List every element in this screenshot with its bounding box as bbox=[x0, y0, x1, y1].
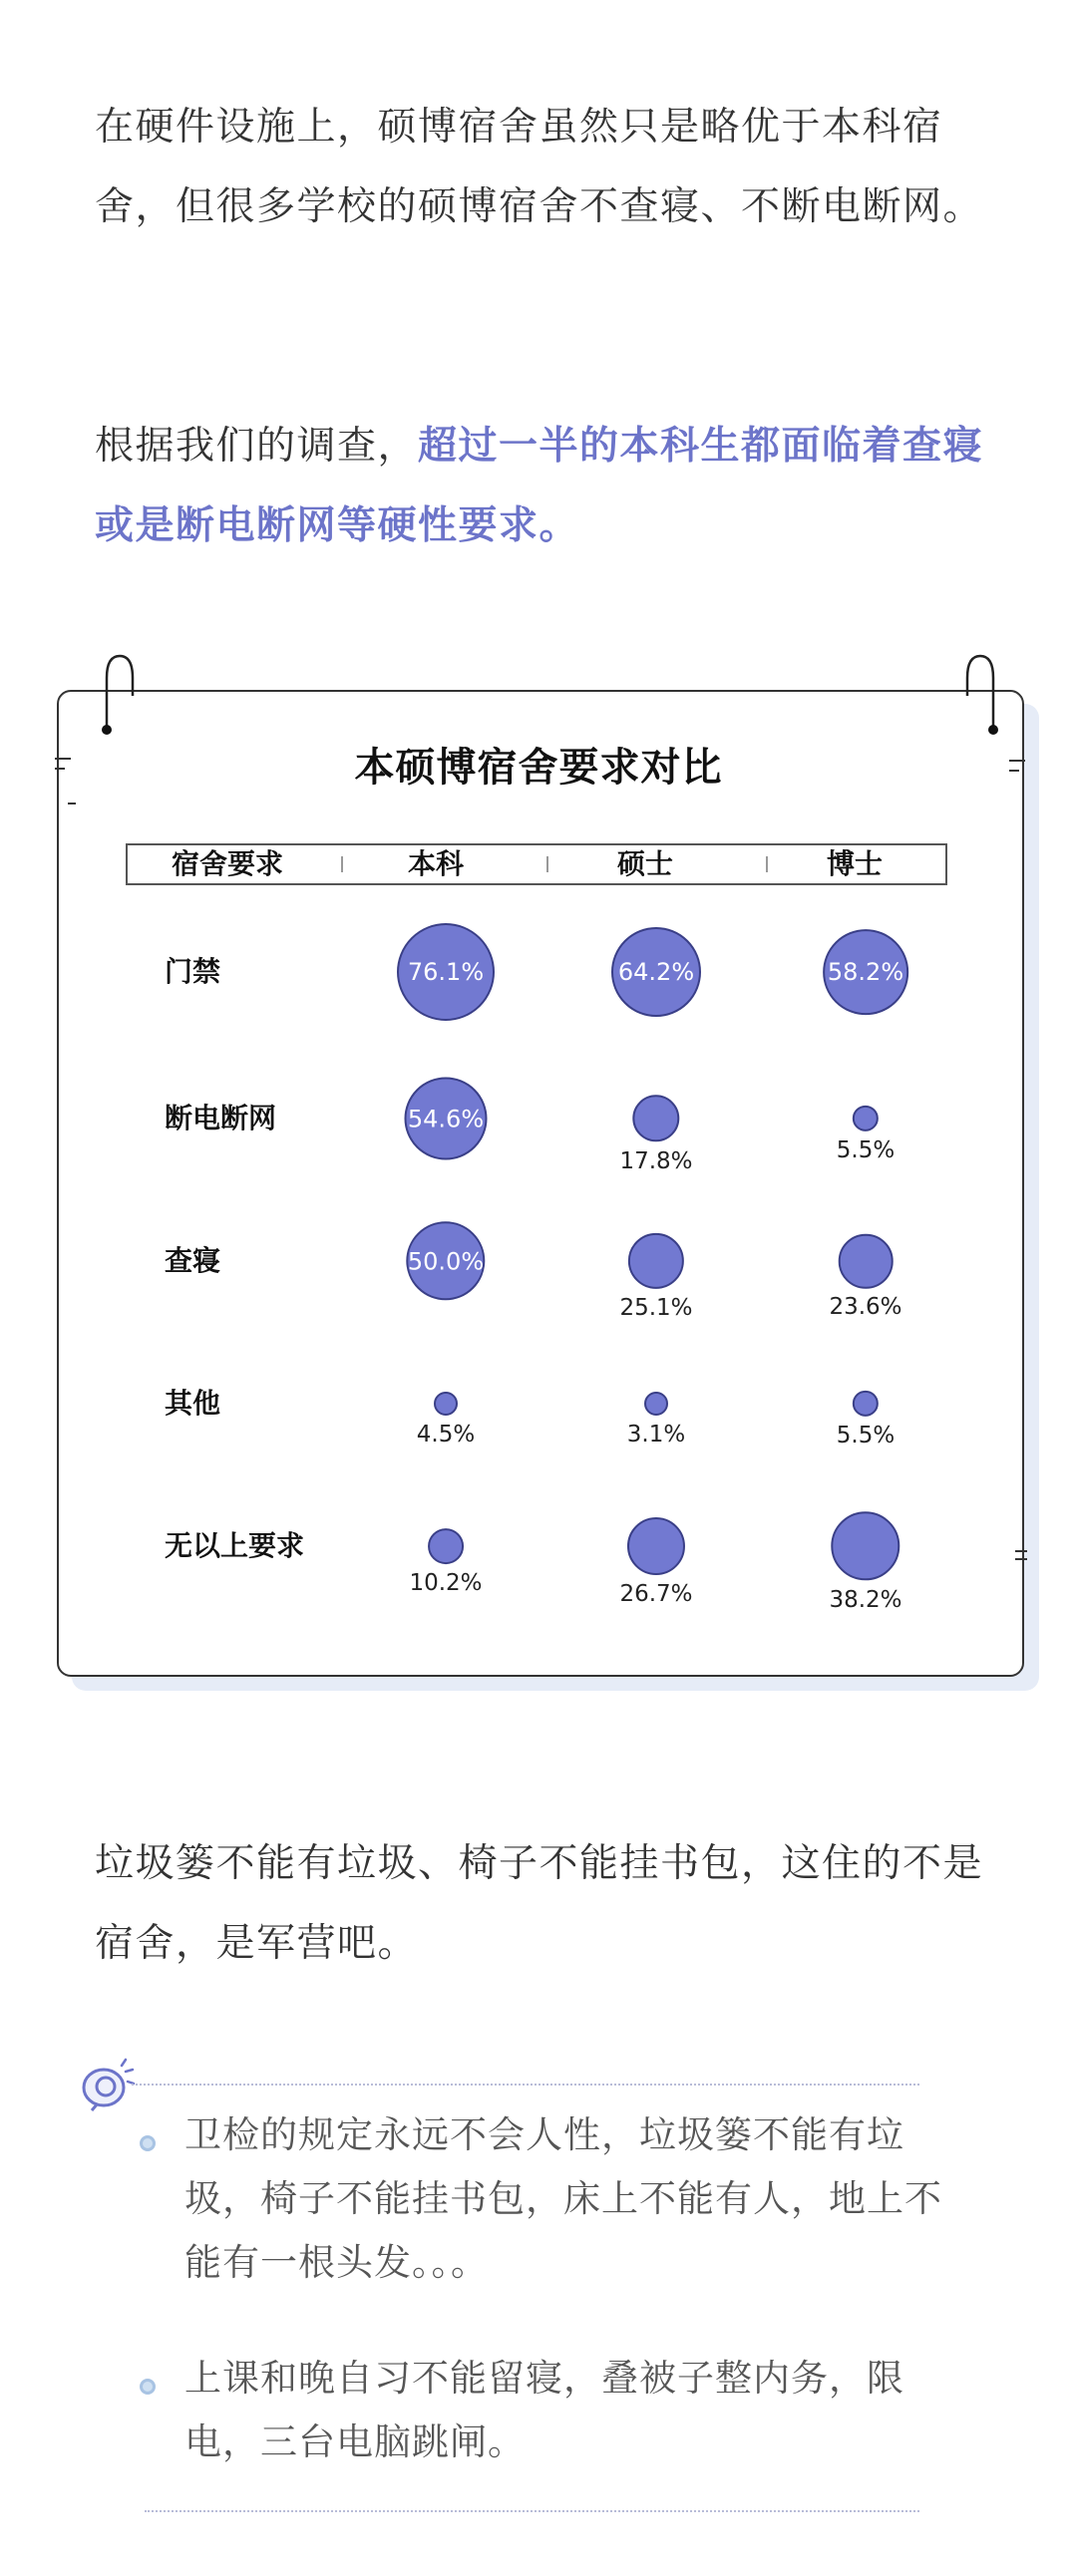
header-separator bbox=[546, 856, 548, 872]
survey-paragraph-text: 根据我们的调查， bbox=[95, 424, 419, 469]
data-bubble bbox=[611, 927, 701, 1017]
data-label: 23.6% bbox=[829, 1294, 902, 1321]
data-bubble bbox=[839, 1234, 894, 1289]
data-label: 17.8% bbox=[619, 1147, 693, 1174]
data-label: 64.2% bbox=[617, 958, 695, 986]
header-cell-phd: 博士 bbox=[826, 847, 883, 880]
data-bubble bbox=[397, 923, 495, 1021]
data-label: 10.2% bbox=[409, 1569, 483, 1596]
row-label: 查寝 bbox=[165, 1244, 221, 1277]
chart-title: 本硕博宿舍要求对比 bbox=[354, 745, 723, 791]
right-hook-icon bbox=[955, 648, 1005, 738]
row-label: 其他 bbox=[165, 1387, 221, 1420]
survey-highlight: 超过一半的本科生都面临着查寝或是断电断网等硬性要求。 bbox=[95, 424, 984, 548]
data-label: 5.5% bbox=[836, 1137, 896, 1164]
data-bubble bbox=[428, 1528, 464, 1564]
row-label: 无以上要求 bbox=[165, 1529, 305, 1562]
data-label: 26.7% bbox=[619, 1581, 693, 1608]
quote-item: 卫检的规定永远不会人性，垃圾篓不能有垃圾，椅子不能挂书包，床上不能有人，地上不能有一根头发。。。 bbox=[184, 2113, 942, 2284]
header-separator bbox=[766, 856, 768, 872]
chart-header-row bbox=[126, 843, 947, 885]
row-label: 门禁 bbox=[165, 955, 221, 988]
bullet-dot-icon bbox=[140, 2379, 156, 2395]
left-hook-icon bbox=[95, 648, 145, 738]
quote-item: 上课和晚自习不能留寝，叠被子整内务，限电，三台电脑跳闸。 bbox=[184, 2357, 904, 2463]
data-bubble bbox=[644, 1392, 668, 1416]
card-edge-tick bbox=[1015, 1550, 1027, 1552]
closing-paragraph: 垃圾篓不能有垃圾、椅子不能挂书包，这住的不是宿舍，是军营吧。 bbox=[95, 1841, 984, 1966]
data-label: 5.5% bbox=[836, 1423, 896, 1449]
header-separator bbox=[341, 856, 343, 872]
quote-divider-top bbox=[132, 2084, 919, 2086]
bullet-dot-icon bbox=[140, 2135, 156, 2151]
data-label: 3.1% bbox=[626, 1422, 686, 1448]
speech-bubble-icon bbox=[78, 2054, 138, 2113]
data-bubble bbox=[823, 929, 908, 1015]
card-edge-tick bbox=[68, 803, 76, 805]
header-cell-requirement: 宿舍要求 bbox=[171, 847, 283, 880]
row-label: 断电断网 bbox=[165, 1102, 277, 1134]
data-label: 54.6% bbox=[407, 1105, 485, 1132]
survey-paragraph bbox=[95, 407, 992, 566]
data-bubble bbox=[405, 1078, 488, 1160]
data-label: 50.0% bbox=[407, 1246, 485, 1275]
data-bubble bbox=[627, 1517, 685, 1575]
data-label: 58.2% bbox=[827, 958, 904, 986]
intro-paragraph: 在硬件设施上，硕博宿舍虽然只是略优于本科宿舍，但很多学校的硕博宿舍不查寝、不断电断网。 bbox=[95, 105, 984, 229]
data-label: 38.2% bbox=[829, 1586, 902, 1613]
header-cell-undergrad: 本科 bbox=[407, 847, 464, 880]
header-cell-master: 硕士 bbox=[616, 847, 673, 880]
data-label: 4.5% bbox=[416, 1422, 476, 1448]
card-edge-tick bbox=[1015, 1558, 1027, 1560]
quote-divider-bottom bbox=[145, 2510, 919, 2512]
data-label: 25.1% bbox=[619, 1295, 693, 1322]
data-label: 76.1% bbox=[407, 958, 485, 986]
data-bubble bbox=[434, 1392, 458, 1416]
